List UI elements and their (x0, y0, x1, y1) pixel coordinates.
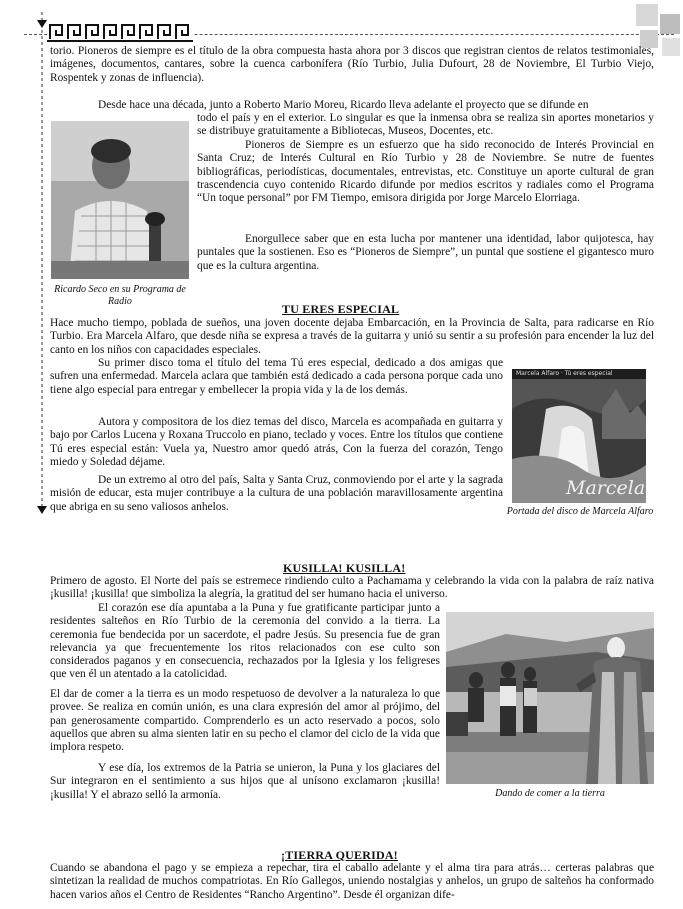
section-title-kusilla: KUSILLA! KUSILLA! (283, 561, 406, 575)
querida-paragraph-1: Cuando se abandona el pago y se empieza a repechar, tira el caballo adelante y el alma tira para atrás… certeras palabras que sintetizan la realidad de muchos compatriotas. En Río Gallegos, uniendo nostalgias y anhelos, un grupo de salteños ha conformado hacen varios años el Centro de Residentes “Rancho Argentino”. Desde él organizan dife- (50, 862, 654, 901)
ceremony-photo-caption: Dando de comer a la tierra (495, 788, 605, 799)
intro-paragraph-3: Pioneros de Siempre es un esfuerzo que ha sido reconocido de Interés Provincial en Santa Cruz; de Interés Cultural en Río Turbio y 28 de Noviembre. Se nutre de fuentes bibliográficas, periodísticas, documentales, entrevistas, etc. Constituye un aporte cultural de gran trascendencia cuyo contenido Ricardo difunde por medios escritos y radiales como el Programa “Un toque personal” por FM Tiempo, emisora dirigida por Jorge Marcelo Elorriaga. (197, 139, 654, 205)
greek-key-band (47, 22, 193, 42)
kusilla-paragraph-2: El corazón ese día apuntaba a la Puna y fue gratificante participar junto a residentes salteños en Río Turbio de la ceremonia del convido a la tierra. La ceremonia fue bendecida por un sacerdote, el padre Jesús. Su presencia fue de gran relevancia ya que frecuentemente los ritos relacionados con ese culto son considerados paganos y en consecuencia, rechazados por la Iglesia y los feligreses que ven él un atentado a la catolicidad. (50, 602, 440, 681)
radio-photo-caption: Ricardo Seco en su Programa de Radio (54, 284, 186, 307)
kusilla-paragraph-3: El dar de comer a la tierra es un modo respetuoso de devolver a la naturaleza lo que provee. Se realiza en común unión, es una clara expresión del amor al prójimo, del pan generosamente compartido. Comprenderlo es un acto reservado a pocos, solo aquellos que abren su alma sienten latir en su pecho el clamor del ciclo de la vida que implora respeto. (50, 688, 440, 754)
margin-arrow-rule (35, 8, 49, 518)
especial-paragraph-1: Hace mucho tiempo, poblada de sueños, una joven docente dejaba Embarcación, en la Provincia de Salta, para radicarse en Río Turbio. Era Marcela Alfaro, que desde niña se expresa a través de la guitarra y unió su sentir a su profesión para encender la luz del canto en los niños con capacidades especiales. (50, 317, 654, 356)
ceremony-photo (446, 612, 654, 784)
intro-paragraph-4: Enorgullece saber que en esta lucha por mantener una identidad, labor quijotesca, hay puntales que la sostienen. Eso es “Pioneros de Siempre”, un puntal que sostiene el gigantesco muro que es la cultura argentina. (197, 233, 654, 272)
radio-host-photo (51, 121, 189, 279)
album-cover-artist-name: Marcela (566, 477, 646, 499)
kusilla-paragraph-4: Y ese día, los extremos de la Patria se unieron, la Puna y los glaciares del Sur integraron en el sentimiento a sus hijos que al unísono exclamaron ¡kusilla! ¡kusilla! Y el abrazo selló la armonía. (50, 762, 440, 801)
especial-paragraph-2: Su primer disco toma el título del tema Tú eres especial, dedicado a dos amigas que sufren una enfermedad. Marcela aclara que también está dedicado a cada persona porque cada uno tiene algo especial para entregar y embellecer la propia vida y la de los demás. (50, 357, 503, 396)
album-cover-caption: Portada del disco de Marcela Alfaro (506, 506, 654, 517)
especial-paragraph-4: De un extremo al otro del país, Salta y Santa Cruz, conmoviendo por el arte y la sagrada misión de educar, esta mujer contribuye a la cultura de una población maravillosamente argentina que abriga en su seno valiosos anhelos. (50, 474, 503, 513)
especial-paragraph-3: Autora y compositora de los diez temas del disco, Marcela es acompañada en guitarra y bajo por Carlos Lucena y Roxana Truccolo en piano, teclado y voces. Entre los títulos que contiene Tú eres especial están: Vuela ya, Nuestro amor quedó atrás, Con la fuerza del corazón, Tengo miedo y Soledad déjame. (50, 416, 503, 468)
intro-paragraph-1: torio. Pioneros de siempre es el título de la obra compuesta hasta ahora por 3 discos que registran cientos de relatos testimoniales, imágenes, documentos, cantares, sobre la cuenca carbonífera (Río Turbio, Julia Dufourt, 28 de Noviembre, El Turbio Viejo, Rospentek y zonas de influencia). (50, 45, 654, 84)
album-cover-header-text: Marcela Alfaro · Tú eres especial (516, 370, 613, 377)
intro-paragraph-2-lead: Desde hace una década, junto a Roberto Mario Moreu, Ricardo lleva adelante el proyecto que se difunde en (98, 99, 589, 111)
kusilla-paragraph-1: Primero de agosto. El Norte del país se estremece rindiendo culto a Pachamama y celebrando la vida con la palabra de raíz nativa ¡kusilla! ¡kusilla! que simboliza la alegría, la gratitud del ser humano hacia el universo. (50, 575, 654, 601)
section-title-querida: ¡TIERRA QUERIDA! (281, 848, 398, 862)
intro-paragraph-2-rest: todo el país y en el exterior. Lo singular es que la inmensa obra se realiza sin aportes monetarios y se distribuye gratuitamente a Bibliotecas, Museos, Docentes, etc. (197, 112, 654, 138)
album-cover-image (512, 369, 646, 503)
section-title-especial: TU ERES ESPECIAL (282, 302, 400, 316)
